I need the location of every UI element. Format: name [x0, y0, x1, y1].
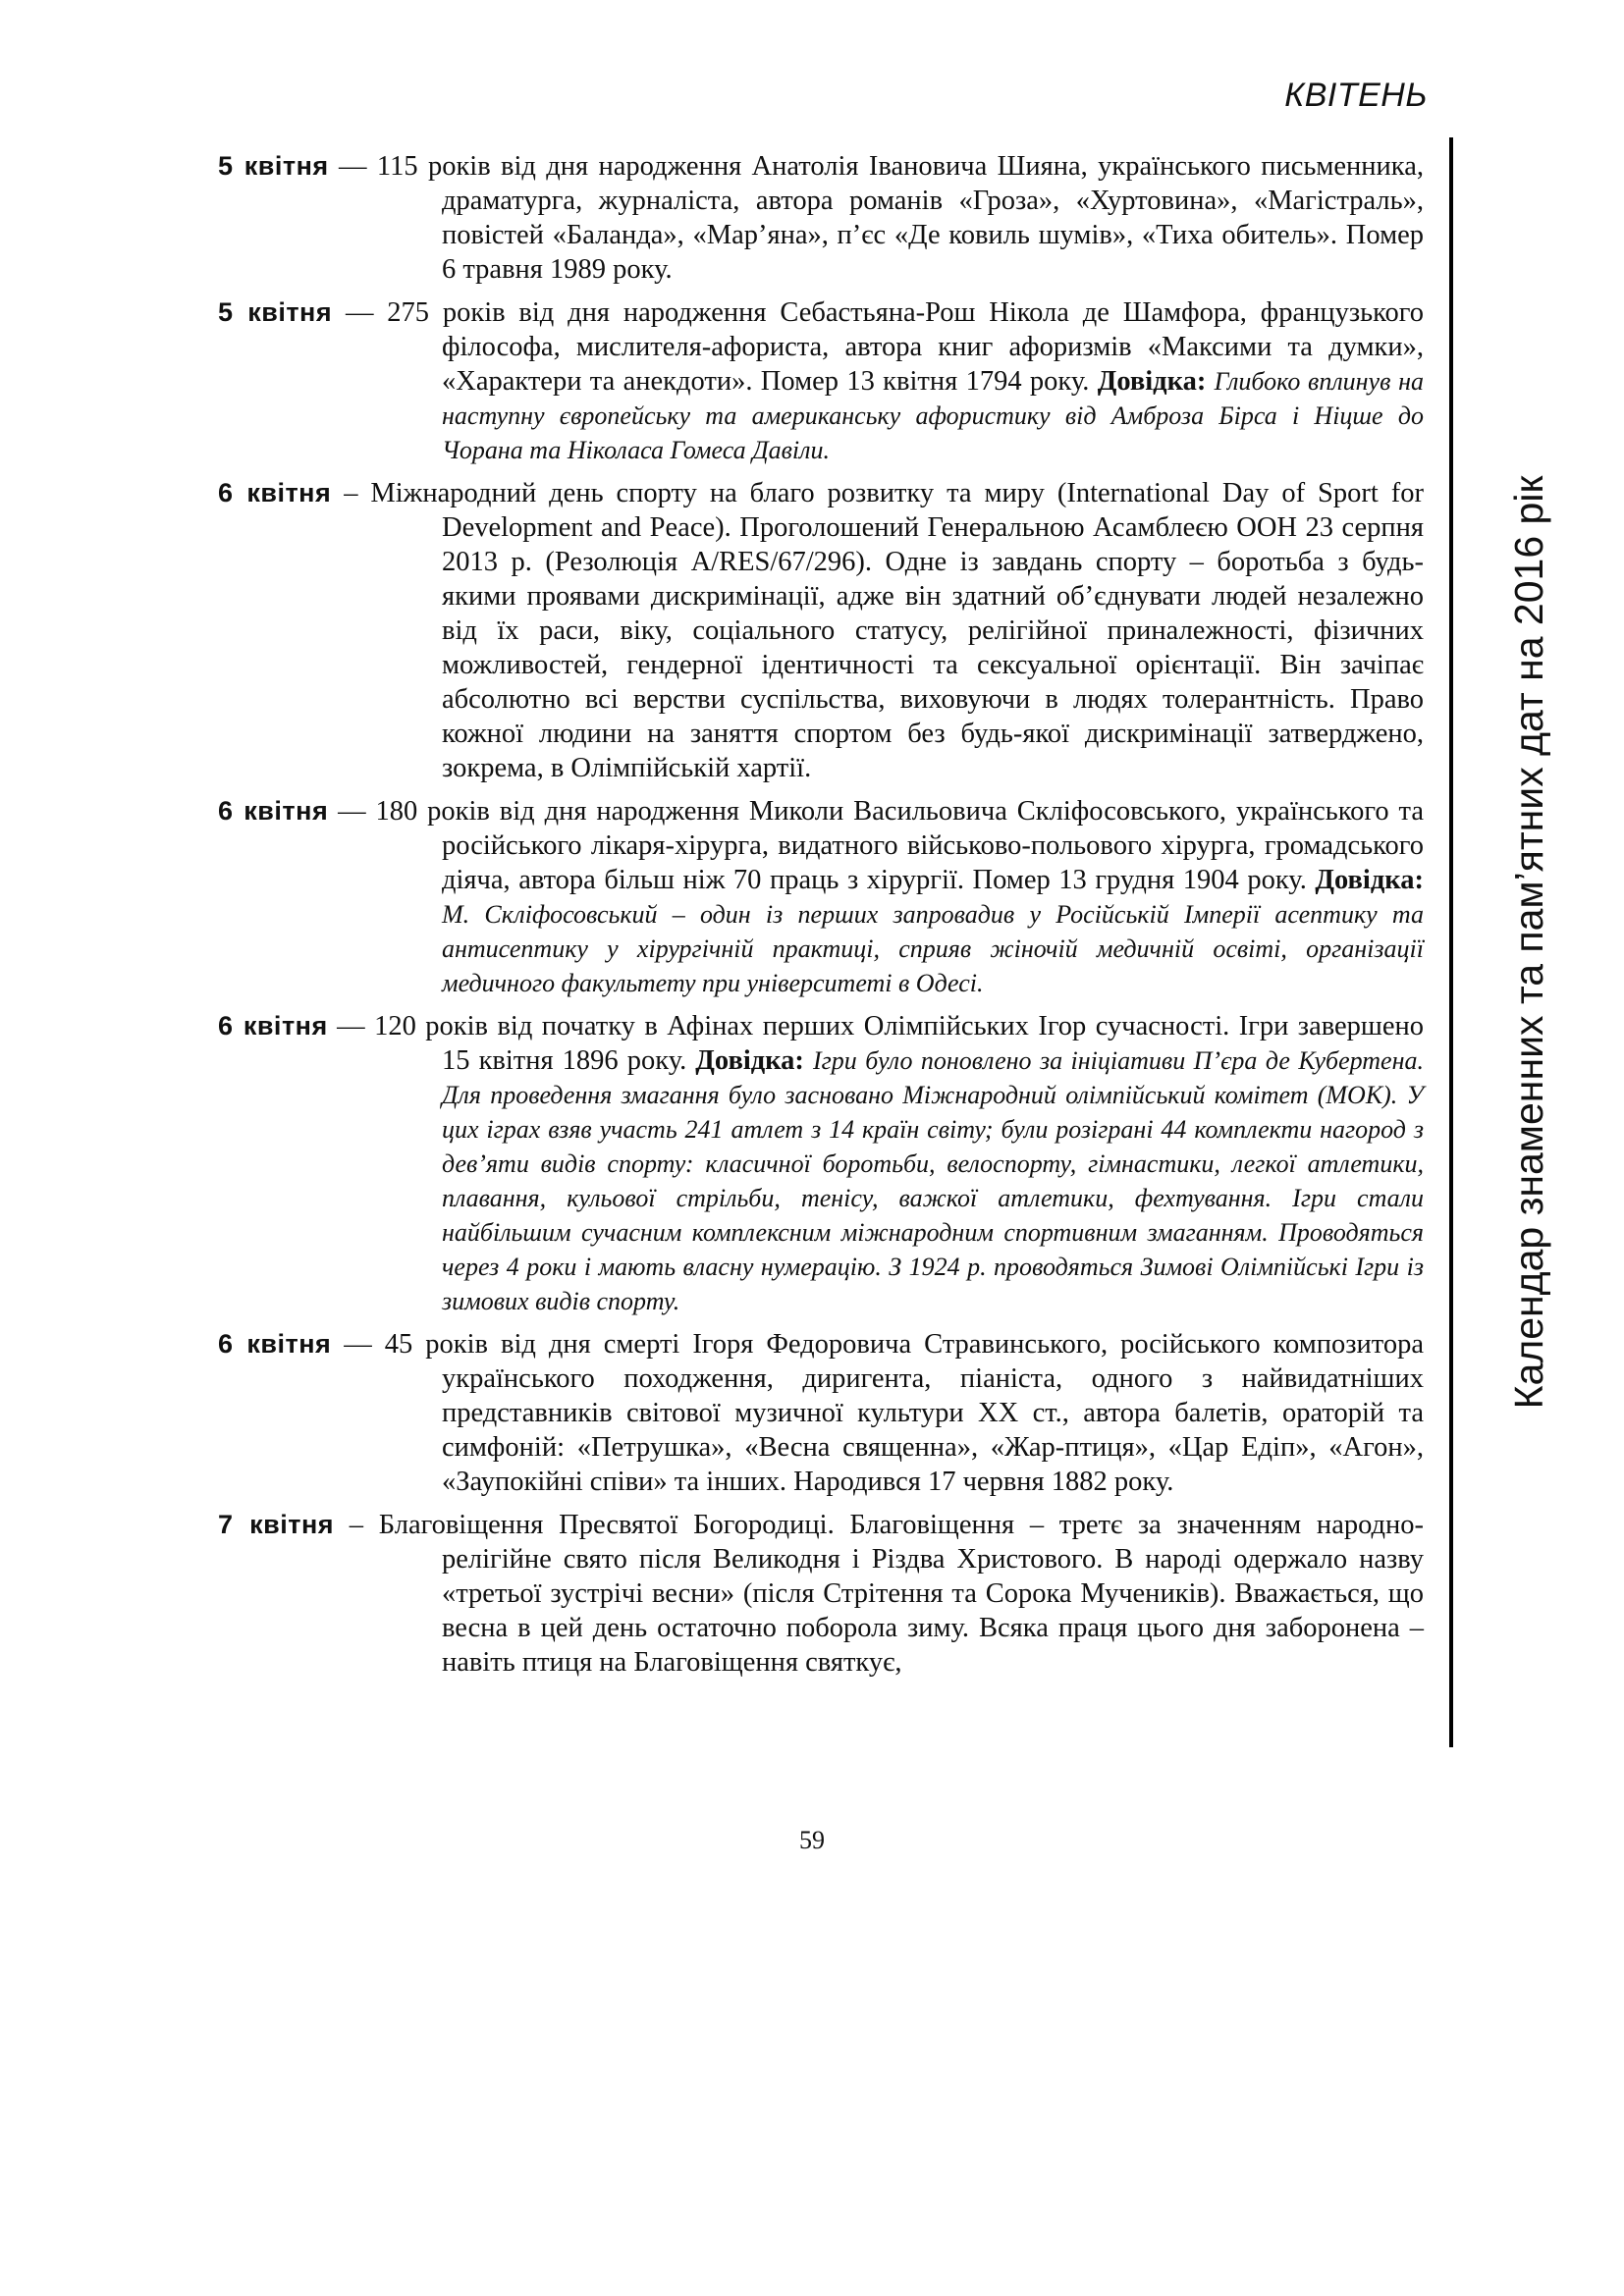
entry-text: 45 років від дня смерті Ігоря Федоровича Стравинського, російського композитора українського походження, диригента, піаніста, одного з найвидатніших представників світової музичної культури XX ст., автора балетів, ораторій та симфоній: «Петрушка», «Весна священна», «Жар-птиця», «Цар Едіп», «Агон», «Заупокійні співи» та інших. Народився 17 червня 1882 року.	[384, 1329, 1424, 1497]
entry-text: Благовіщення Пресвятої Богородиці. Благовіщення – третє за значенням народно-релігійне свято після Великодня і Різдва Христового. В народі одержало назву «третьої зустрічі весни» (після Стрітення та Сорока Мучеників). Вважається, що весна в цей день остаточно поборола зиму. Всяка праця цього дня заборонена – навіть птиця на Благовіщення святкує,	[378, 1510, 1425, 1678]
entry-date: 7 квітня	[218, 1510, 335, 1539]
entry-separator: —	[328, 151, 377, 182]
entry-separator: —	[327, 1011, 375, 1041]
entry-separator: —	[331, 1329, 385, 1360]
entry-text: 120 років від початку в Афінах перших Олімпійських Ігор сучасності. Ігри завершено 15 квітня 1896 року.	[374, 1011, 1425, 1076]
calendar-entry	[218, 476, 1424, 785]
entry-separator: –	[334, 1510, 379, 1540]
calendar-entry	[218, 149, 1424, 287]
entry-date: 6 квітня	[218, 796, 329, 826]
entry-date: 5 квітня	[218, 297, 333, 327]
entry-text: 180 років від дня народження Миколи Васильовича Скліфосовського, українського та російського лікаря-хірурга, видатного військово-польового хірурга, громадського діяча, автора більш ніж 70 праць з хірургії. Помер 13 грудня 1904 року.	[375, 796, 1424, 895]
entry-note: Ігри було поновлено за ініціативи П’єра де Кубертена. Для проведення змагання було засновано Міжнародний олімпійський комітет (МОК). У цих іграх взяв участь 241 атлет з 14 країн світу; були розіграні 44 комплекти нагород з дев’яти видів спорту: класичної боротьби, велоспорту, гімнастики, легкої атлетики, плавання, кульової стрільби, тенісу, важкої атлетики, фехтування. Ігри стали найбільшим сучасним комплексним міжнародним спортивним змаганням. Проводяться через 4 роки і мають власну нумерацію. З 1924 р. проводяться Зимові Олімпійські Ігри із зимових видів спорту.	[442, 1046, 1424, 1315]
note-label: Довідка:	[1315, 865, 1424, 895]
note-label: Довідка:	[1097, 366, 1215, 397]
entry-date: 6 квітня	[218, 1011, 328, 1041]
side-running-title: Календар знаменних та пам’ятних дат на 2016 рік	[1506, 475, 1551, 1410]
note-label: Довідка:	[695, 1045, 813, 1076]
entry-text: 115 років від дня народження Анатолія Івановича Шияна, українського письменника, драматурга, журналіста, автора романів «Гроза», «Хуртовина», «Магістраль», повістей «Баланда», «Мар’яна», п’єс «Де ковиль шумів», «Тиха обитель». Помер 6 травня 1989 року.	[376, 151, 1424, 285]
calendar-entry	[218, 1508, 1424, 1680]
entry-text: 275 років від дня народження Себастьяна-Рош Нікола де Шамфора, французького філософа, мислителя-афориста, автора книг афоризмів «Максими та думки», «Характери та анекдоти». Помер 13 квітня 1794 року.	[387, 297, 1424, 397]
calendar-entry	[218, 295, 1424, 467]
entry-separator: —	[328, 796, 376, 827]
calendar-entry	[218, 1327, 1424, 1499]
entry-text: Міжнародний день спорту на благо розвитку та миру (International Day of Sport for Development and Peace). Проголошений Генеральною Асамблеєю ООН 23 серпня 2013 р. (Резолюція A/RES/67/296). Одне із завдань спорту – боротьба з будь-якими проявами дискримінації, адже він здатний об’єднувати людей незалежно від їх раси, віку, соціального статусу, релігійної приналежності, фізичних можливостей, гендерної ідентичності та сексуальної орієнтації. Він зачіпає абсолютно всі верстви суспільства, виховуючи в людях толерантність. Право кожної людини на заняття спортом без будь-якої дискримінації затверджено, зокрема, в Олімпійській хартії.	[370, 478, 1425, 783]
entry-note: Глибоко вплинув на наступну європейську та американську афористику від Амброза Бірса і Ніцше до Чорана та Ніколаса Гомеса Давіли.	[442, 367, 1424, 464]
entry-separator: –	[331, 478, 371, 508]
margin-vertical-rule	[1449, 137, 1453, 1747]
entry-note: М. Скліфосовський – один із перших запровадив у Російській Імперії асептику та антисептику у хірургічній практиці, сприяв жіночій медичній освіті, організації медичного факультету при університеті в Одесі.	[442, 900, 1424, 997]
calendar-entry	[218, 794, 1424, 1000]
entry-date: 5 квітня	[218, 151, 329, 181]
entry-date: 6 квітня	[218, 1329, 332, 1359]
calendar-entry	[218, 1009, 1424, 1318]
entry-separator: —	[332, 297, 388, 328]
running-header-month: КВІТЕНЬ	[1284, 77, 1428, 114]
entry-date: 6 квітня	[218, 478, 332, 507]
page-number: 59	[799, 1826, 825, 1854]
calendar-entries	[218, 149, 1424, 1688]
